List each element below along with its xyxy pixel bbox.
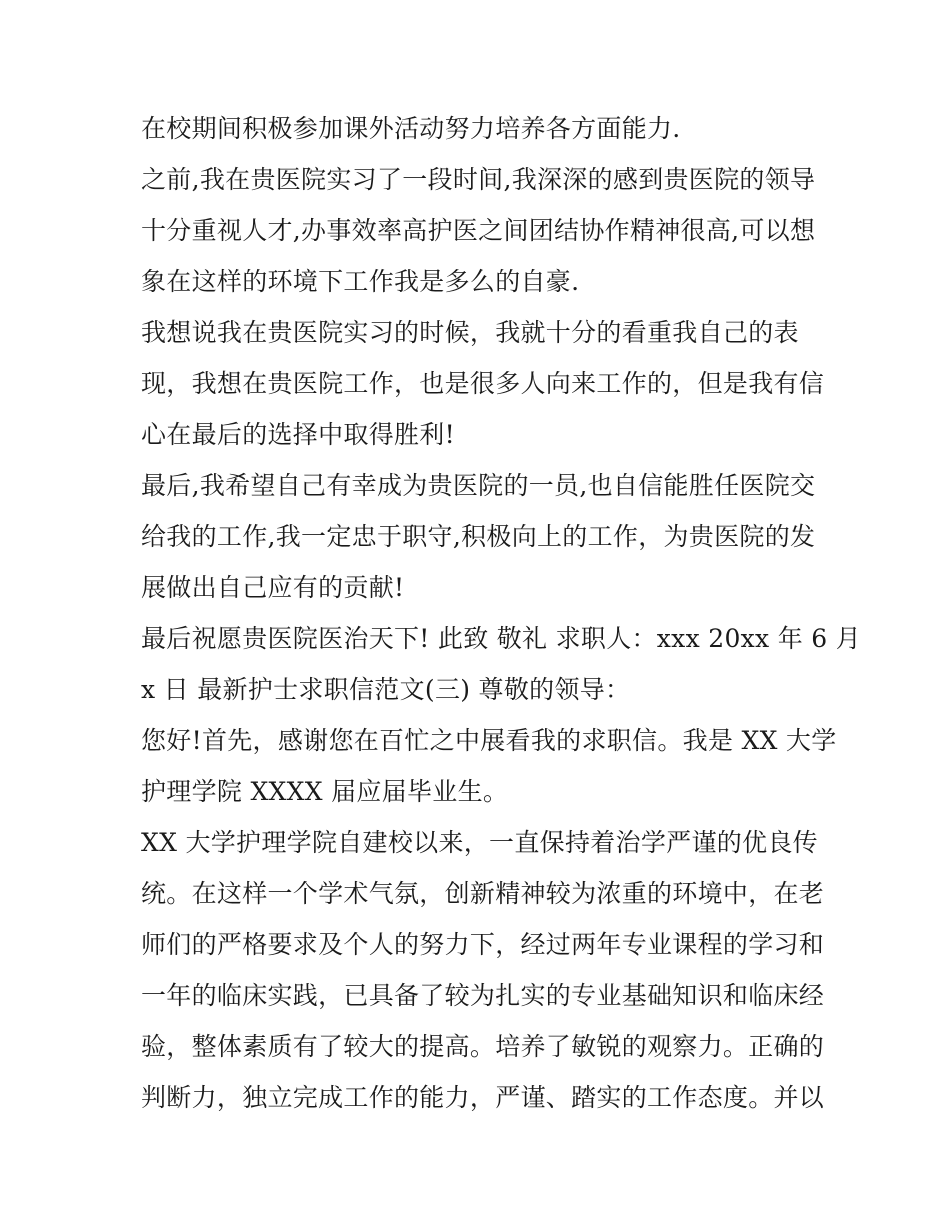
text-line: 判断力，独立完成工作的能力，严谨、踏实的工作态度。并以 bbox=[141, 1083, 825, 1112]
text-line: 我想说我在贵医院实习的时候，我就十分的看重我自己的表 bbox=[141, 318, 799, 347]
text-line: 象在这样的环境下工作我是多么的自豪. bbox=[141, 267, 580, 296]
text-line: 验，整体素质有了较大的提高。培养了敏锐的观察力。正确的 bbox=[141, 1032, 825, 1061]
text-line: 展做出自己应有的贡献! bbox=[141, 573, 405, 602]
text-line: XX 大学护理学院自建校以来，一直保持着治学严谨的优良传 bbox=[141, 828, 818, 857]
text-line: 最后祝愿贵医院医治天下! 此致 敬礼 求职人：xxx 20xx 年 6 月 bbox=[141, 624, 861, 653]
text-line: 在校期间积极参加课外活动努力培养各方面能力. bbox=[141, 114, 681, 143]
text-line: 现，我想在贵医院工作，也是很多人向来工作的，但是我有信 bbox=[141, 369, 825, 398]
text-line: 您好!首先，感谢您在百忙之中展看我的求职信。我是 XX 大学 bbox=[141, 726, 837, 755]
text-line: 给我的工作,我一定忠于职守,积极向上的工作，为贵医院的发 bbox=[141, 522, 816, 551]
text-line: 之前,我在贵医院实习了一段时间,我深深的感到贵医院的领导 bbox=[141, 165, 816, 194]
text-line: 统。在这样一个学术气氛，创新精神较为浓重的环境中，在老 bbox=[141, 879, 825, 908]
text-line: x 日 最新护士求职信范文(三) 尊敬的领导： bbox=[141, 675, 631, 704]
text-line: 护理学院 XXXX 届应届毕业生。 bbox=[141, 777, 509, 806]
text-line: 十分重视人才,办事效率高护医之间团结协作精神很高,可以想 bbox=[141, 216, 816, 245]
body-text bbox=[141, 103, 861, 1123]
text-line: 师们的严格要求及个人的努力下，经过两年专业课程的学习和 bbox=[141, 930, 825, 959]
text-line: 最后,我希望自己有幸成为贵医院的一员,也自信能胜任医院交 bbox=[141, 471, 816, 500]
text-line: 一年的临床实践，已具备了较为扎实的专业基础知识和临床经 bbox=[141, 981, 825, 1010]
text-line: 心在最后的选择中取得胜利! bbox=[141, 420, 455, 449]
